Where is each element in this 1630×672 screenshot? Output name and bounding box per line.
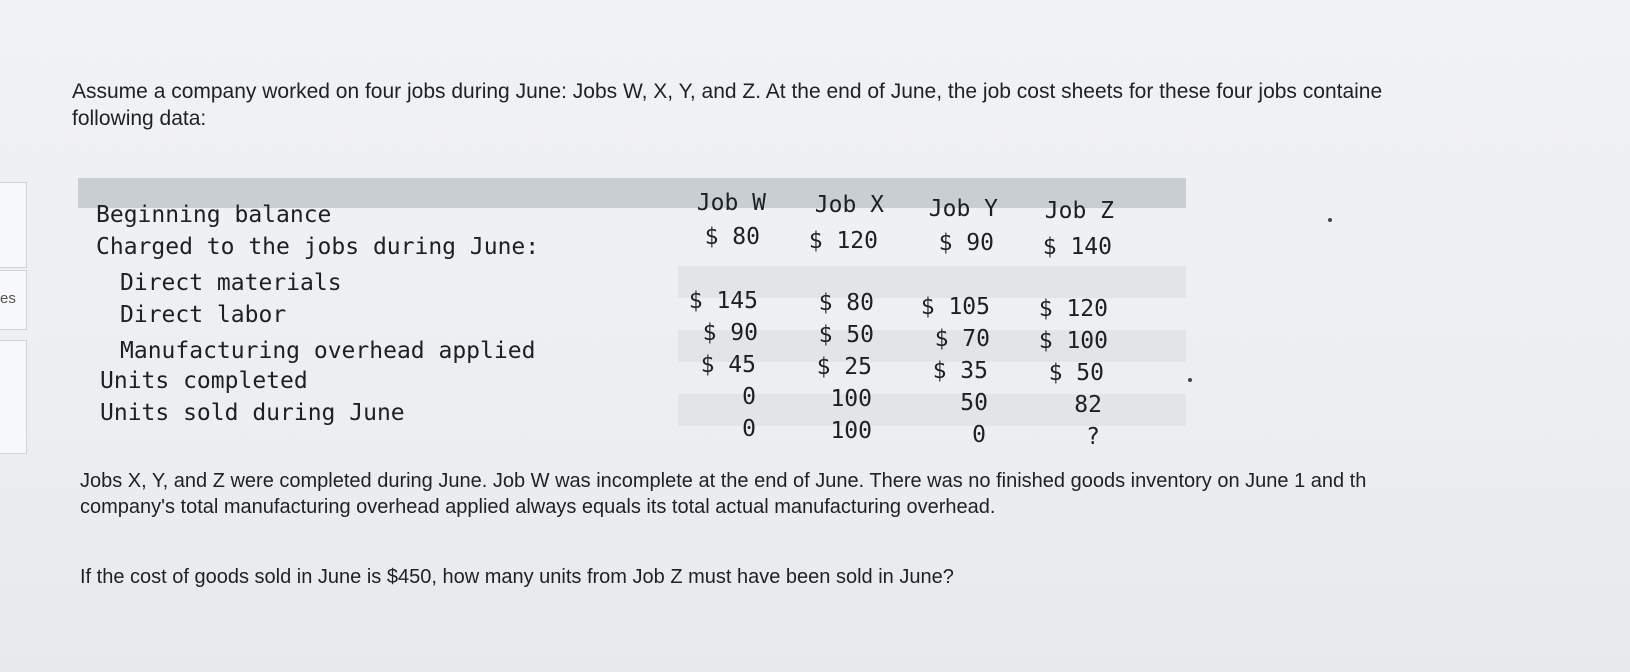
problem-intro	[72, 78, 1630, 132]
row-label-manufacturing-overhead: Manufacturing overhead applied	[120, 338, 536, 364]
column-header-job-w: Job W	[696, 190, 766, 216]
table-cell: $ 100	[1038, 328, 1108, 354]
stray-mark	[1188, 378, 1192, 382]
table-cell: 0	[972, 422, 986, 448]
table-cell: $ 140	[1042, 234, 1112, 260]
table-cell: $ 70	[934, 326, 990, 352]
context-line-1: Jobs X, Y, and Z were completed during June. Job W was incomplete at the end of June. There was no finished goods inventory on June 1 and th	[80, 470, 1367, 492]
problem-question: If the cost of goods sold in June is $450, how many units from Job Z must have been sold in June?	[80, 566, 954, 588]
table-cell: $ 50	[818, 322, 874, 348]
table-cell: $ 90	[938, 230, 994, 256]
sidebar-text-fragment: es	[0, 290, 16, 307]
table-cell: $ 25	[816, 354, 872, 380]
table-cell: ?	[1086, 424, 1100, 450]
table-cell: 0	[742, 416, 756, 442]
column-header-job-x: Job X	[814, 192, 884, 218]
intro-line-2: following data:	[72, 107, 207, 130]
context-line-2: company's total manufacturing overhead applied always equals its total actual manufacturing overhead.	[80, 496, 996, 518]
table-cell: $ 120	[1038, 296, 1108, 322]
table-cell: $ 35	[932, 358, 988, 384]
table-cell: 0	[742, 384, 756, 410]
job-cost-table	[78, 178, 1186, 468]
table-cell: $ 90	[702, 320, 758, 346]
table-cell: $ 145	[688, 288, 758, 314]
row-label-units-sold: Units sold during June	[100, 400, 405, 426]
table-cell: $ 45	[700, 352, 756, 378]
row-label-beginning-balance: Beginning balance	[96, 202, 332, 228]
table-cell: $ 50	[1048, 360, 1104, 386]
table-cell: 50	[960, 390, 988, 416]
table-cell: 100	[830, 386, 872, 412]
table-cell: $ 120	[808, 228, 878, 254]
column-header-job-z: Job Z	[1044, 198, 1114, 224]
table-cell: 100	[830, 418, 872, 444]
row-label-charged-during-june: Charged to the jobs during June:	[96, 234, 540, 260]
stray-mark	[1328, 218, 1332, 222]
row-label-direct-materials: Direct materials	[120, 270, 342, 296]
sidebar-panel-bottom	[0, 340, 27, 454]
table-cell: 82	[1074, 392, 1102, 418]
row-label-units-completed: Units completed	[100, 368, 308, 394]
intro-line-1: Assume a company worked on four jobs during June: Jobs W, X, Y, and Z. At the end of June, the job cost sheets for these four jobs containe	[72, 80, 1383, 103]
problem-context	[80, 468, 1630, 520]
table-cell: $ 80	[704, 224, 760, 250]
table-cell: $ 80	[818, 290, 874, 316]
row-label-direct-labor: Direct labor	[120, 302, 287, 328]
sidebar-panel-top	[0, 182, 27, 268]
table-cell: $ 105	[920, 294, 990, 320]
column-header-job-y: Job Y	[928, 196, 998, 222]
